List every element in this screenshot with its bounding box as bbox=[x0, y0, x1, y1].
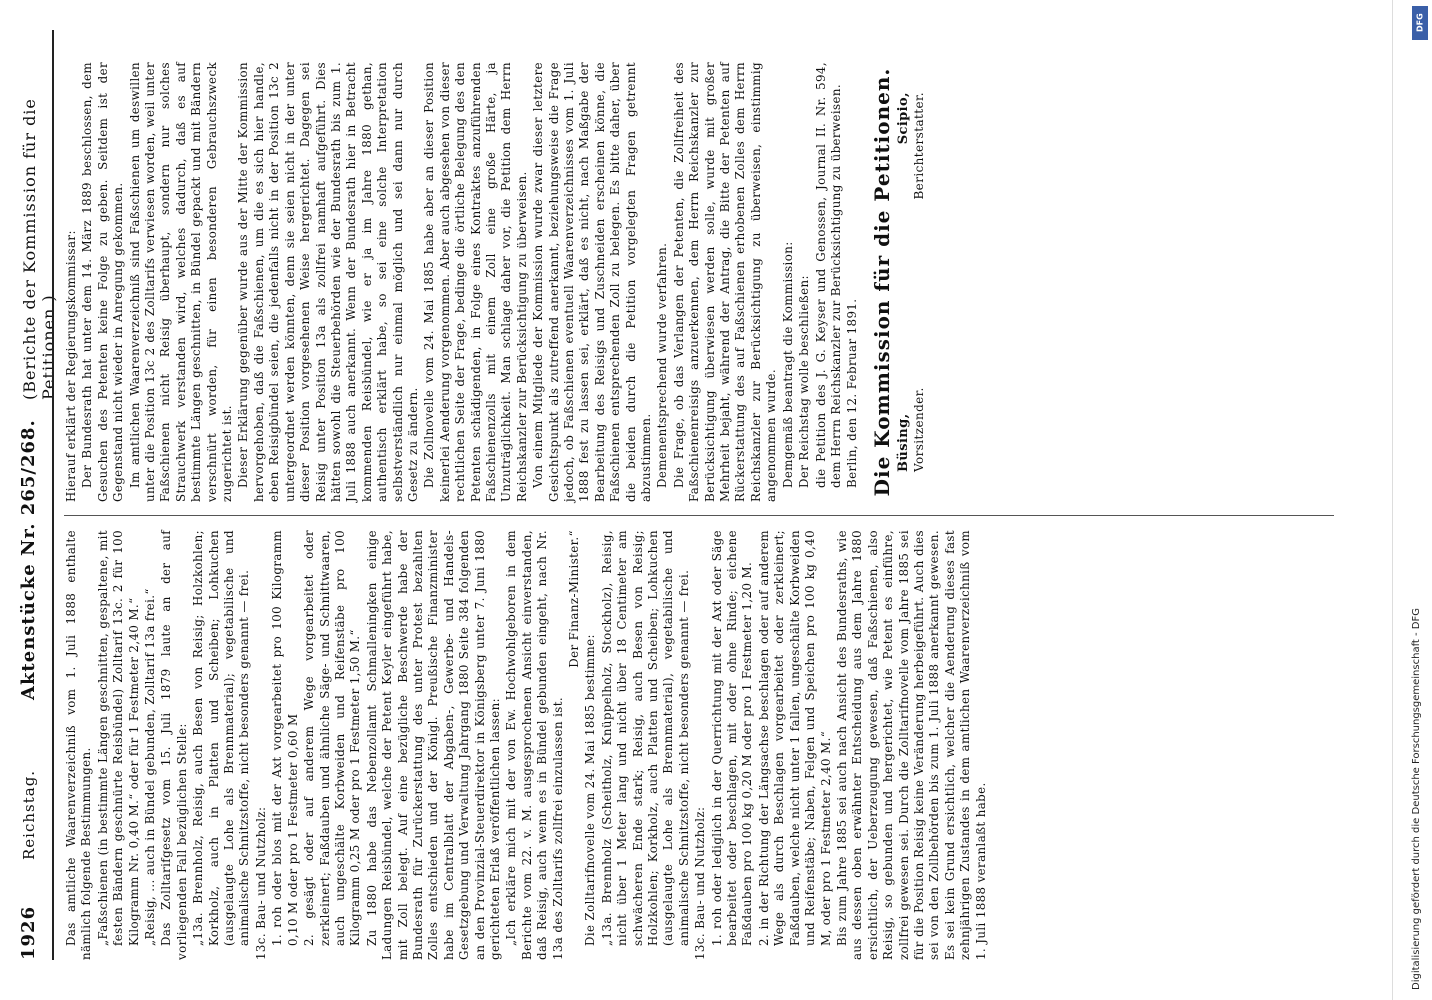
chair-role: Vorsitzender. bbox=[911, 387, 926, 472]
paragraph: „Reisig, ... auch in Bündel gebunden, Zolltarif 13a frei.“ bbox=[143, 588, 158, 946]
paragraph: Zu 1880 habe das Nebenzollamt Schmalleningken einige Ladungen Reisbündel, welche der Petent Keyler eingeführt habe, mit Zoll belegt. Auf eine bezügliche Beschwerde habe der Bundesrath für Zurückerstattung des unter Protest bezahlten Zolles entschieden und der Königl. Preußische Finanzminister habe im Centralblatt der Abgaben-, Gewerbe- und Handels-Gesetzgebung und Verwaltung Jahrgang 1880 Seite 384 folgenden an den Provinzial-Steuerdirektor in Königsberg unter 7. Juni 1880 gerichteten Erlaß veröffentlichen lassen: bbox=[364, 530, 502, 960]
right-column bbox=[64, 62, 927, 502]
paragraph: Die Zollnovelle vom 24. Mai 1885 habe aber an dieser Position keinerlei Aenderung vorgenommen. Aber auch abgesehen von dieser rechtlichen Seite der Frage, bedinge die örtliche Belegung des den Petenten schädigenden, in Folge eines Kontraktes anzuführenden Faßschienenzolls mit einem Zoll eine große Härte, ja Unzuträglichkeit. Man schlage daher vor, die Petition dem Herrn Reichskanzler zur Berücksichtigung zu überweisen. bbox=[422, 62, 529, 502]
paragraph: Der Reichstag wolle beschließen: bbox=[797, 275, 812, 488]
page-number: 1926 bbox=[18, 905, 39, 960]
signature-roles bbox=[912, 62, 927, 502]
paragraph: Demgemäß beantragt die Kommission: bbox=[780, 241, 795, 488]
paragraph: „13a. Brennholz, Reisig, auch Besen von Reisig; Holzkohlen; Korkholz, auch in Platten und Scheiben; Lohkuchen (ausgelaugte Lohe als Brennmaterial); vegetabilische und animalische Schnitzstoffe, nicht besonders genannt — frei. bbox=[191, 530, 252, 946]
side-note-text: Digitalisierung gefördert durch die Deutsche Forschungsgemeinschaft - DFG bbox=[1411, 607, 1422, 990]
side-note bbox=[1410, 0, 1432, 1000]
paragraph: Im amtlichen Waarenverzeichniß sind Faßschienen um deswillen unter die Position 13c 2 des Zolltarifs verwiesen worden, weil unter Faßschienen nicht Reisig überhaupt, sondern nur solches Strauchwerk verstanden wird, welches dadurch, daß es auf bestimmte Längen geschnitten, in Bündel gepackt und mit Bändern verschnürt worden, für einen besonderen Gebrauchszweck zugerichtet ist. bbox=[127, 62, 235, 502]
paragraph: 13c. Bau- und Nutzholz: bbox=[253, 806, 268, 960]
paragraph: 1. roh oder lediglich in der Querrichtung mit der Axt oder Säge bearbeitet oder beschlagen, mit oder ohne Rinde; eichene Faßdauben pro 100 kg 0,20 M oder pro 1 Festmeter 1,20 M. bbox=[709, 530, 755, 946]
reporter-name: Scipio, bbox=[896, 92, 912, 145]
document-subtitle: (Berichte der Kommission für die Petitionen.) bbox=[20, 98, 58, 400]
signature-title: Die Kommission für die Petitionen. bbox=[869, 67, 894, 497]
paragraph: Der Bundesrath hat unter dem 14. März 1889 beschlossen, dem Gesuchen des Petenten keine Folge zu geben. Seitdem ist der Gegenstand nicht wieder in Anregung gekommen. bbox=[80, 62, 126, 502]
paragraph: 13c. Bau- und Nutzholz: bbox=[693, 806, 708, 960]
document-number: Aktenstücke Nr. 265/268. bbox=[18, 419, 39, 700]
paragraph: die Petition des J. G. Keyser und Genossen, Journal II. Nr. 594, dem Herrn Reichskanzler zur Berücksichtigung zu überweisen. bbox=[813, 62, 843, 488]
paragraph: Die Zolltarifnovelle vom 24. Mai 1885 bestimme: bbox=[583, 634, 598, 946]
dfg-logo: DFG bbox=[1412, 6, 1428, 40]
signature-date: Berlin, den 12. Februar 1891. bbox=[845, 298, 860, 488]
reporter-role: Berichterstatter. bbox=[911, 92, 926, 200]
paragraph: Demenentsprechend wurde verfahren. bbox=[655, 242, 670, 488]
paragraph: 2. in der Richtung der Längsachse beschlagen oder auf anderem Wege als durch Beschlagen vorgearbeitet oder zerkleinert; Faßdauben, welche nicht unter 1 fallen, ungeschälte Korbweiden und Reifenstäbe; Naben, Felgen und Speichen pro 100 kg 0,40 M, oder pro 1 Festmeter 2,40 M.“ bbox=[756, 530, 833, 946]
signature-names bbox=[896, 62, 911, 502]
paragraph: 2. gesägt oder auf anderem Wege vorgearbeitet oder zerkleinert; Faßdauben und ähnliche Säge- und Schnittwaaren, auch ungeschälte Korbweiden und Reifenstäbe pro 100 Kilogramm 0,25 M oder pro 1 Festmeter 1,50 M.“ bbox=[302, 530, 363, 946]
paragraph: „13a. Brennholz (Scheitholz, Knüppelholz, Stockholz), Reisig, nicht über 1 Meter lang und nicht über 18 Centimeter am schwächeren Ende stark; Reisig, auch Besen von Reisig; Holzkohlen; Korkholz, auch Platten und Scheiben; Lohkuchen (ausgelaugte Lohe als Brennmaterial), vegetabilische und animalische Schnitzstoffe, nicht besonders genannt — frei. bbox=[599, 530, 691, 946]
paragraph: „Ich erkläre mich mit der von Ew. Hochwohlgeboren in dem Berichte vom 22. v. M. ausgesprochenen Ansicht einverstanden, daß Reisig, auch wenn es in Bündel gebunden eingeht, nach Nr. 13a des Zolltarifs zollfrei einzulassen ist. bbox=[504, 530, 565, 960]
column-divider bbox=[64, 515, 1334, 516]
paragraph: Bis zum Jahre 1885 sei auch nach Ansicht des Bundesraths, wie aus dessen oben erwähnter Entscheidung aus dem Jahre 1880 ersichtlich, der Ueberzeugung gewesen, daß Faßschienen, also Reisig, so gebunden und hergerichtet, wie Petent es einführe, zollfrei gewesen sei. Durch die Zolltarifnovelle vom Jahre 1885 sei für die Position Reisig keine Veränderung herbeigeführt. Auch dies sei von den Zollbehörden bis zum 1. Juli 1888 anerkannt gewesen. Es sei kein Grund ersichtlich, welcher die Aenderung dieses fast zehnjährigen Zustandes in dem amtlichen Waarenverzeichniß vom 1. Juli 1888 veranlaßt habe. bbox=[834, 530, 988, 960]
source-label: Reichstag. bbox=[20, 769, 38, 860]
paragraph: Das Zolltarifgesetz vom 15. Juli 1879 laute an der auf vorliegenden Fall bezüglichen Stelle: bbox=[159, 530, 189, 960]
left-column bbox=[64, 530, 990, 960]
paragraph: Der Finanz-Minister.“ bbox=[567, 530, 581, 668]
paragraph: Von einem Mitgliede der Kommission wurde zwar dieser letztere Gesichtspunkt als zutreffend anerkannt, beziehungsweise die Frage jedoch, ob Faßschienen eventuell Waarenverzeichnisses vom 1. Juli 1888 fest zu lassen sei, erklärt, daß es nicht, nach Maßgabe der Bearbeitung des Reisigs und Zuschneiden erscheinen könne, die Faßschienen entsprechenden Zoll zu belegen. Es bitte daher, über die beiden durch die Petition vorgelegten Fragen getrennt abzustimmen. bbox=[531, 62, 654, 502]
paragraph: Das amtliche Waarenverzeichniß vom 1. Juli 1888 enthalte nämlich folgende Bestimmungen. bbox=[64, 530, 94, 960]
scan-edge bbox=[1392, 0, 1393, 1000]
chair-name: Büsing, bbox=[896, 413, 912, 472]
paragraph: Die Frage, ob das Verlangen der Petenten, die Zollfreiheit des Faßschienenreisigs anzuerkennen, dem Herrn Reichskanzler zur Berücksichtigung überwiesen werden solle, wurde mit großer Mehrheit bejaht, während der Antrag, die Bitte der Petenten auf Rückerstattung des auf Faßschienen erhobenen Zolles dem Herrn Reichskanzler zur Berücksichtigung zu überweisen, einstimmig angenommen wurde. bbox=[671, 62, 779, 502]
paragraph: 1. roh oder blos mit der Axt vorgearbeitet pro 100 Kilogramm 0,10 M oder pro 1 Festmeter 0,60 M bbox=[270, 530, 300, 946]
paragraph: Hierauf erklärt der Regierungskommissar: bbox=[64, 230, 78, 502]
paragraph: „Faßschienen (in bestimmte Längen geschnitten, gespaltene, mit festen Bändern geschnürte Reisbündel) Zolltarif 13c. 2 für 100 Kilogramm Nr. 0,40 M.“ oder für 1 Festmeter 2,40 M.“ bbox=[95, 530, 141, 946]
paragraph: Dieser Erklärung gegenüber wurde aus der Mitte der Kommission hervorgehoben, daß die Faßschienen, um die es sich hier handle, eben Reisigbündel seien, die jedenfalls nicht in der Position 13c 2 untergeordnet werden könnten, denn sie seien nicht in der unter dieser Position vorgesehenen Weise hergerichtet. Dagegen sei Reisig unter Position 13a als zollfrei namhaft aufgeführt. Dies hätten sowohl die Steuerbehörden wie der Bundesrath bis zum 1. Juli 1888 auch anerkannt. Wenn der Bundesrath hier in Betracht kommenden Reisbündel, wie er ja im Jahre 1880 gethan, authentisch erklärt habe, so sei eine solche Interpretation selbstverständlich nur einmal möglich und sei dann nur durch Gesetz zu ändern. bbox=[236, 62, 420, 502]
header-rule bbox=[52, 30, 54, 960]
